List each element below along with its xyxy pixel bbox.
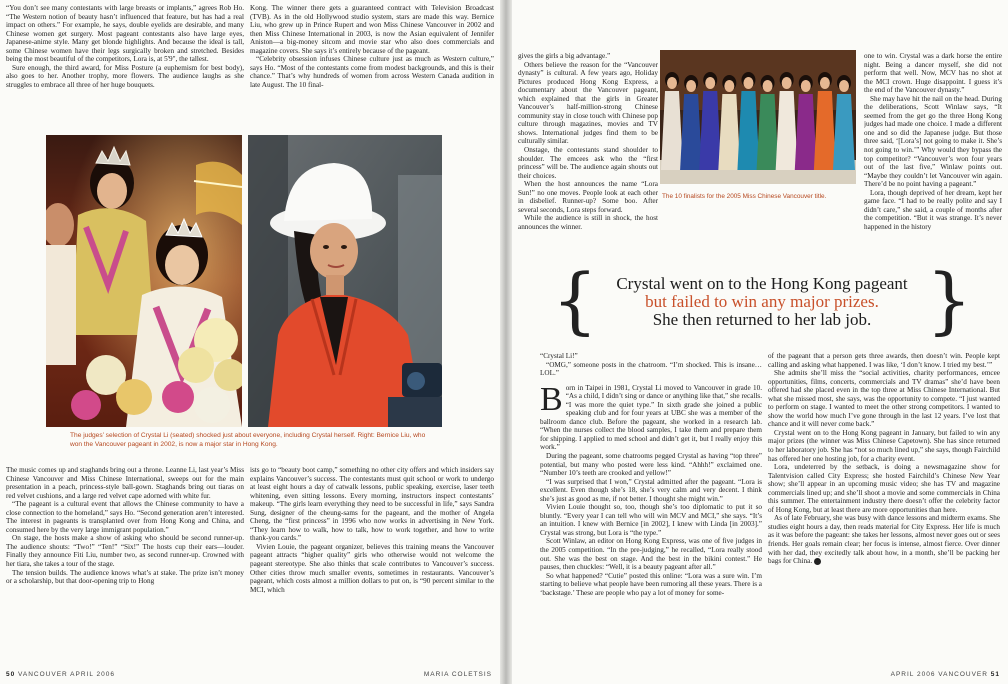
- drop-cap: B: [540, 380, 563, 418]
- left-column-a-top: [6, 4, 244, 132]
- paragraph: Sure enough, the third award, for Miss Posture (a euphemism for best body), also goes to her. Another trophy, more flowers. The audience laughs as she struggles to embrace all three of her huge bouquets.: [6, 63, 244, 89]
- paragraph: [540, 380, 762, 452]
- paragraph: “Crystal Li!”: [540, 352, 578, 360]
- crystal-li-photo: [46, 135, 242, 427]
- paragraph: Onstage, the contestants stand shoulder to shoulder. The emcees ask who the “first princess” will be. The audience again shouts out their choices.: [518, 146, 658, 180]
- paragraph: of the pageant that a person gets three awards, then doesn’t win. People kept calling and asking what happened. I was like, ‘I don’t know. I tried my best.’”: [768, 352, 1000, 369]
- right-column-b-top: [864, 52, 1002, 262]
- spine-gutter: [500, 0, 512, 684]
- paragraph: Lora, undeterred by the setback, is doing a newsmagazine show for Talentvision called City Express; she hosted Fairchild’s Chinese New Year show; she’ll appear in an upcoming music video; she has TV and magazine commercials lined up; and she’ll shoot a movie and some commercials in China this summer. The entertainment industry there doesn’t offer the celebrity factor of Hong Kong, but at least there are more opportunities than here.: [768, 463, 1000, 514]
- folio-text: APRIL 2006 VANCOUVER: [890, 671, 988, 678]
- paragraph: gives the girls a big advantage.”: [518, 52, 611, 60]
- paragraph: While the audience is still in shock, the host announces the winner.: [518, 214, 658, 231]
- paragraph: Scott Winlaw, an editor on Hong Kong Express, was one of five judges in the 2005 competition. “In the pre-judging,” he recalled, “Lora really stood out. She was the best on stage. And the best in the bikini contest.” He pauses, then chuckles: “Well, it is a beauty pageant after all.”: [540, 537, 762, 572]
- paragraph: So what happened? “Cutie” posted this online: “Lora was a sure win. I’m starting to believe what people have been rumoring all these years. There is a ‘backstage.’ These are people who pay a lot of money for some-: [540, 571, 762, 597]
- page-number: 51: [990, 671, 1000, 678]
- paragraph: Vivien Louie, the pageant organizer, believes this training means the Vancouver pageant attracts “higher quality” girls who otherwise would not welcome the pageant stereotype. She also thinks that scale contributes to Vancouver’s success. Other cities throw much smaller events, sometimes in restaurants. Vancouver’s pageant, which costs almost a million dollars to put on, is “90 percent similar to the MCI, which: [250, 542, 494, 594]
- paragraph: She may have hit the nail on the head. During the deliberations, Scott Winlaw says, “It seemed from the get go the three Hong Kong judges had made one choice. I made a different one and so did the Japanese judge. But those three said, ‘[Lora’s] not going to make it. She’s not going to win.’” Why would they bypass the top competitor? “Vancouver’s won four years out of the last five,” Winlaw points out. “Maybe they couldn’t let Vancouver win again. There’d be no point having a pageant.”: [864, 94, 1002, 189]
- pull-quote-line: but failed to win any major prizes.: [645, 292, 879, 311]
- photo-caption: The judges’ selection of Crystal Li (seated) shocked just about everyone, including Crystal herself. Right: Bernice Liu, who won the Vancouver pageant in 2002, is now a major star in Hong Kong.: [70, 432, 426, 448]
- left-page: [0, 0, 500, 684]
- folio-text: VANCOUVER APRIL 2006: [18, 671, 115, 678]
- paragraph: Crystal went on to the Hong Kong pageant in January, but failed to win any major prizes (the winner was Miss Chinese Capetown). She has since returned to her laboratory job. She has “not so much lined up,” she says, though Fairchild has offered her one hosting job, for a charity event.: [768, 428, 1000, 463]
- paragraph: Vivien Louie thought so, too, though she’s too diplomatic to put it so bluntly. “Every year I can tell who will win MCV and MCI,” she says. “It’s an intuition. I knew with Bernice [in 2002], I knew with Linda [in 2003].” Crystal was strong, but Lora is “the type.”: [540, 503, 762, 537]
- paragraph-text: orn in Taipei in 1981, Crystal Li moved to Vancouver in grade 10. “As a child, I didn’t sing or dance or anything like that,” she recalls. “I was more the quiet type.” In sixth grade she joined a public speaking club and for four years at UBC she was a member of the ballroom dance club. Before the pageant, she worked in a research lab. “When the nurses collect the blood samples, I take them and prepare them for shipping. I applied to med school and didn’t get it, but I really enjoy this work.”: [540, 383, 762, 452]
- right-brace-icon: }: [926, 258, 972, 342]
- left-column-b-top: [250, 4, 494, 132]
- paragraph: [768, 514, 1000, 565]
- folio-right: [891, 671, 1000, 678]
- finalists-caption: The 10 finalists for the 2005 Miss Chinese Vancouver title.: [662, 193, 827, 200]
- page-number: 50: [6, 671, 16, 678]
- paragraph: The music comes up and staghands bring out a throne. Leanne Li, last year’s Miss Chinese Vancouver and Miss Chinese International, sweeps out for the main presentation in a peach, princess-style ball-gown. Staghands bring out tiaras on red velvet cushions, and a large red velvet cape adorned with white fur.: [6, 466, 244, 500]
- left-brace-icon: {: [552, 258, 598, 342]
- right-column-b-bottom: [768, 352, 1000, 670]
- paragraph: “The pageant is a cultural event that allows the Chinese community to have a close connection to the homeland,” says Ho. “Second generation aren’t interested. The interest in pageants is transplanted over from Hong Kong and China, and consumed here by the very large immigrant population.”: [6, 500, 244, 534]
- paragraph: Kong. The winner there gets a guaranteed contract with Television Broadcast (TVB). As in the old Hollywood studio system, stars are made this way. Bernice Liu, who grew up in Prince Rupert and won Miss Chinese Vancouver in 2002 and then Miss Chinese International in 2003, is now the Asian equivalent of Jennifer Aniston—a big-money sitcom and movie star who also does commercials and magazine covers. She says it’s entirely because of the pageant.: [250, 4, 494, 55]
- paragraph-text: As of late February, she was busy with dance lessons and midterm exams. She studies eight hours a day, then reads material for City Express. Her life is much as it was before the pageant: she takes her lessons, almost never goes out or sees friends. Her goals remain clear; her focus is intense, almost fierce. Over dinner with her dad, they excitedly talk about how, in a month, she’ll be packing her bags for China.: [768, 514, 1000, 566]
- paragraph: Others believe the reason for the “Vancouver dynasty” is cultural. A few years ago, Holiday Pictures produced Hong Kong Express, a documentary about the Vancouver pageant, which explained that the girls in Greater Vancouver’s half-million-strong Chinese community stay in close touch with Chinese pop culture through magazines, movies and TV shows. International judges find them to be culturally similar.: [518, 60, 658, 146]
- byline: MARIA COLETSIS: [423, 671, 492, 678]
- finalists-photo: [660, 50, 856, 184]
- paragraph: “Celebrity obsession infuses Chinese culture just as much as Western culture,” says Ho. “Most of the contestants come from modest backgrounds, and this is their chance.” That’s why hundreds of women from across Western Canada audition in late August. The 10 final-: [250, 55, 494, 89]
- paragraph: Lora, though deprived of her dream, kept her game face. “I had to be really polite and say I didn’t care,” she said, a couple of months after the competition. “But it was strange. It’s never happened in the history: [864, 188, 1002, 231]
- paragraph: She admits she’ll miss the “social activities, charity performances, emcee opportunities, films, concerts, commercials and TV dramas” she’d have been offered had she placed even in the top three at Miss Chinese International. But what she missed most, she says, was the opportunity to compete. “I just wanted to perform on stage. I wanted to meet the other strong competitors. I wanted to show the world how much I’ve gone through in the last 12 years. I’ve lost that chance and it will never come back.”: [768, 369, 1000, 429]
- paragraph: “I was surprised that I won,” Crystal admitted after the pageant. “Lora is excellent. Even though she’s 18, she’s very calm and very decent. I think she’s just as good as me, if not better. I thought she might win.”: [540, 477, 762, 503]
- left-column-a-bottom: [6, 466, 244, 666]
- pull-quote: [552, 258, 972, 342]
- bernice-liu-photo: [248, 135, 442, 427]
- paragraph: On stage, the hosts make a show of asking who should be second runner-up. The audience shouts: “Two!” “Ten!” “Six!” The hosts cup their ears—louder. Finally they announce Fiti Liu, number two, as second runner-up. Crowned with her tiara, she takes a tour of the stage.: [6, 534, 244, 569]
- paragraph: “You don’t see many contestants with large breasts or implants,” agrees Rob Ho. “The Western notion of beauty hasn’t influenced that feature, but has had a real impact on others.” For example, he says, double eyelids are desirable, and many Chinese women get surgery. Most pageant contestants also have large eyes, Japanese-anime style. Many get blonde highlights. And because the ideal is tall, some Chinese women have their legs surgically broken and stretched. Besides being the most beautiful of the competitors, Lora is, at 5'9", the tallest.: [6, 4, 244, 64]
- paragraph: one to win. Crystal was a dark horse the entire night. Being a dancer myself, she did not perform that well. Now, MCV has no shot at the MCI crown. Huge disappoint. I guess it’s the end of the Vancouver dynasty.”: [864, 52, 1002, 95]
- right-column-a-top: [518, 52, 658, 262]
- paragraph: “OMG,” someone posts in the chatroom. “I’m shocked. This is insane…LOL.”: [540, 360, 762, 378]
- end-mark-icon: [814, 558, 821, 565]
- pull-quote-line: Crystal went on to the Hong Kong pageant: [616, 274, 908, 293]
- paragraph: The tension builds. The audience knows what’s at stake. The prize isn’t money or a scholarship, but that door-opening trip to Hong: [6, 568, 244, 586]
- left-column-b-bottom: [250, 466, 494, 666]
- pull-quote-line: She then returned to her lab job.: [652, 310, 872, 329]
- paragraph: When the host announces the name “Lora Sun!” no one moves. People look at each other in disbelief. Runner-up? Some boo. After several seconds, Lora steps forward.: [518, 180, 658, 214]
- folio-left: [6, 671, 115, 678]
- paragraph: During the pageant, some chatrooms pegged Crystal as having “top three” potential, but many who posted were less kind. “Ahhh!” exclaimed one. “Number 10’s teeth are crooked and yellow!”: [540, 452, 762, 478]
- right-page: [512, 0, 1008, 684]
- right-column-a-bottom: [540, 352, 762, 668]
- paragraph: ists go to “beauty boot camp,” something no other city offers and which insiders say explains Vancouver’s success. The contestants must quit school or work to undergo at least eight hours a day of catwalk lessons, public speaking, exercise, laser teeth whitening, even sitting lessons. Every morning, instructors inspect contestants’ makeup. “The girls learn everything they need to be successful in life,” says Sandra Sung, designer of the cheung-sams for the pageant, and the mother of Angela Cheng, the “first princess” in 1996 who now works in advertising in New York. “They learn how to walk, how to talk, how to work together, and how to write thank-you cards.”: [250, 466, 494, 543]
